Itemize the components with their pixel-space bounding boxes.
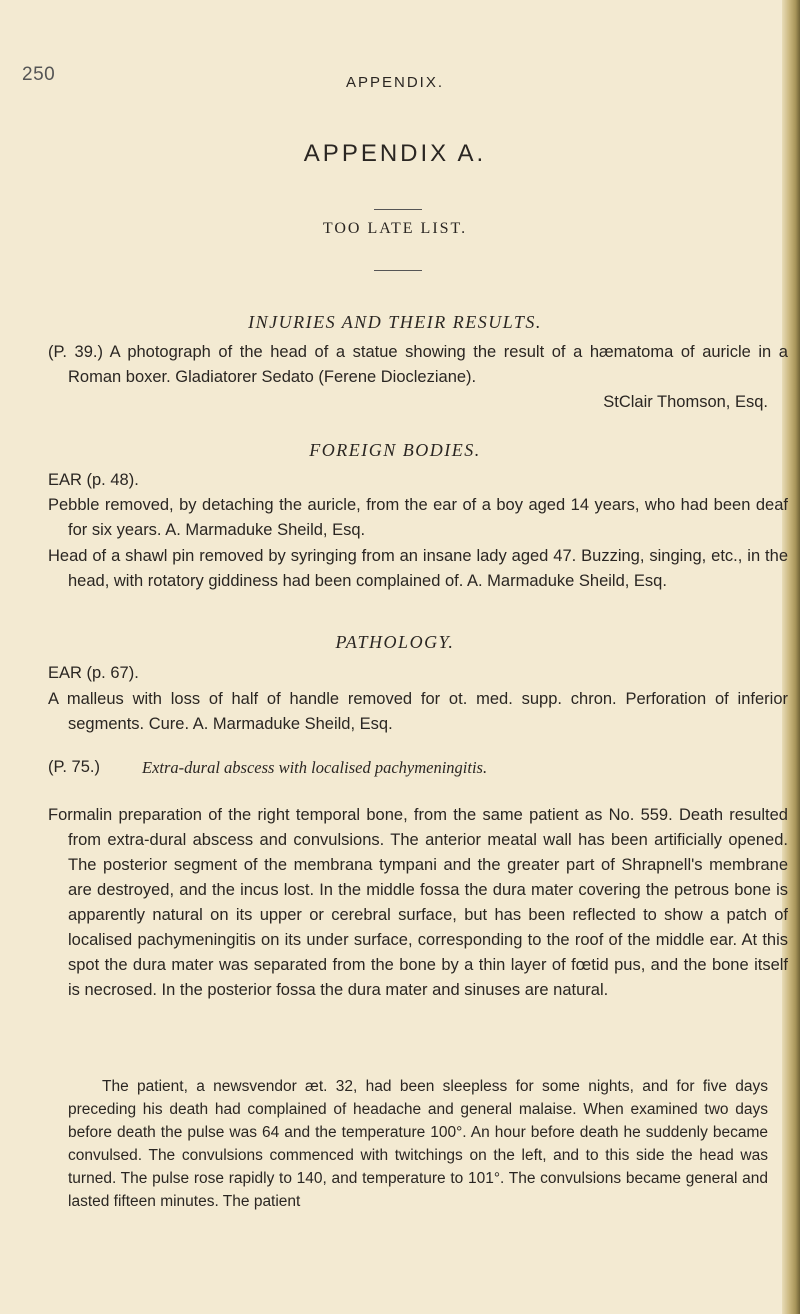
- page-number: 250: [22, 64, 56, 85]
- divider-rule: [374, 209, 422, 210]
- pathology-entry: A malleus with loss of half of handle removed for ot. med. supp. chron. Perforation of inferior segments. Cure. A. Marmaduke Sheild, Esq.: [48, 690, 788, 733]
- foreign-bodies-label: EAR (p. 48).: [48, 471, 139, 489]
- foreign-bodies-entry-2: Head of a shawl pin removed by syringing from an insane lady aged 47. Buzzing, singing, etc., in the head, with rotatory giddiness had been complained of. A. Marmaduke Sheild, Esq.: [48, 547, 788, 590]
- foreign-bodies-heading: FOREIGN BODIES.: [309, 440, 481, 460]
- extradural-paragraph-2: The patient, a newsvendor æt. 32, had been sleepless for some nights, and for five days preceding his death had complained of headache and general malaise. When examined two days before death the pulse was 64 and the temperature 100°. An hour before death he suddenly became convulsed. The convulsions commenced with twitchings on the left, and to this side the head was turned. The pulse rose rapidly to 140, and temperature to 101°. The convulsions became general and lasted fifteen minutes. The patient: [68, 1078, 768, 1210]
- injuries-credit: StClair Thomson, Esq.: [603, 393, 768, 411]
- section-subtitle: TOO LATE LIST.: [322, 220, 468, 237]
- injuries-entry: (P. 39.) A photograph of the head of a statue showing the result of a hæmatoma of auricle in a Roman boxer. Gladiatorer Sedato (Ferene Diocleziane).: [48, 343, 788, 386]
- extradural-paragraph-1: Formalin preparation of the right temporal bone, from the same patient as No. 559. Death resulted from extra-dural abscess and convulsions. The anterior meatal wall has been artificially opened. The posterior segment of the membrana tympani and the greater part of Shrapnell's membrane are destroyed, and the incus lost. In the middle fossa the dura mater covering the petrous bone is apparently natural on its upper or cerebral surface, but has been reflected to show a patch of localised pachymeningitis on its under surface, corresponding to the roof of the middle ear. At this spot the dura mater was separated from the bone by a thin layer of fœtid pus, and the bone itself is necrosed. In the posterior fossa the dura mater and sinuses are natural.: [48, 806, 788, 999]
- running-head-label: APPENDIX.: [345, 74, 445, 91]
- extradural-ref: (P. 75.): [48, 758, 100, 776]
- injuries-heading: INJURIES AND THEIR RESULTS.: [248, 312, 542, 332]
- divider-rule: [374, 270, 422, 271]
- pathology-heading: PATHOLOGY.: [335, 632, 455, 652]
- page-edge: [782, 0, 800, 1314]
- appendix-title: APPENDIX A.: [303, 140, 487, 167]
- pathology-label: EAR (p. 67).: [48, 664, 139, 682]
- running-head: [0, 64, 800, 94]
- foreign-bodies-entry-1: Pebble removed, by detaching the auricle, from the ear of a boy aged 14 years, who had been deaf for six years. A. Marmaduke Sheild, Esq.: [48, 496, 788, 539]
- extradural-title: Extra-dural abscess with localised pachymeningitis.: [142, 758, 488, 777]
